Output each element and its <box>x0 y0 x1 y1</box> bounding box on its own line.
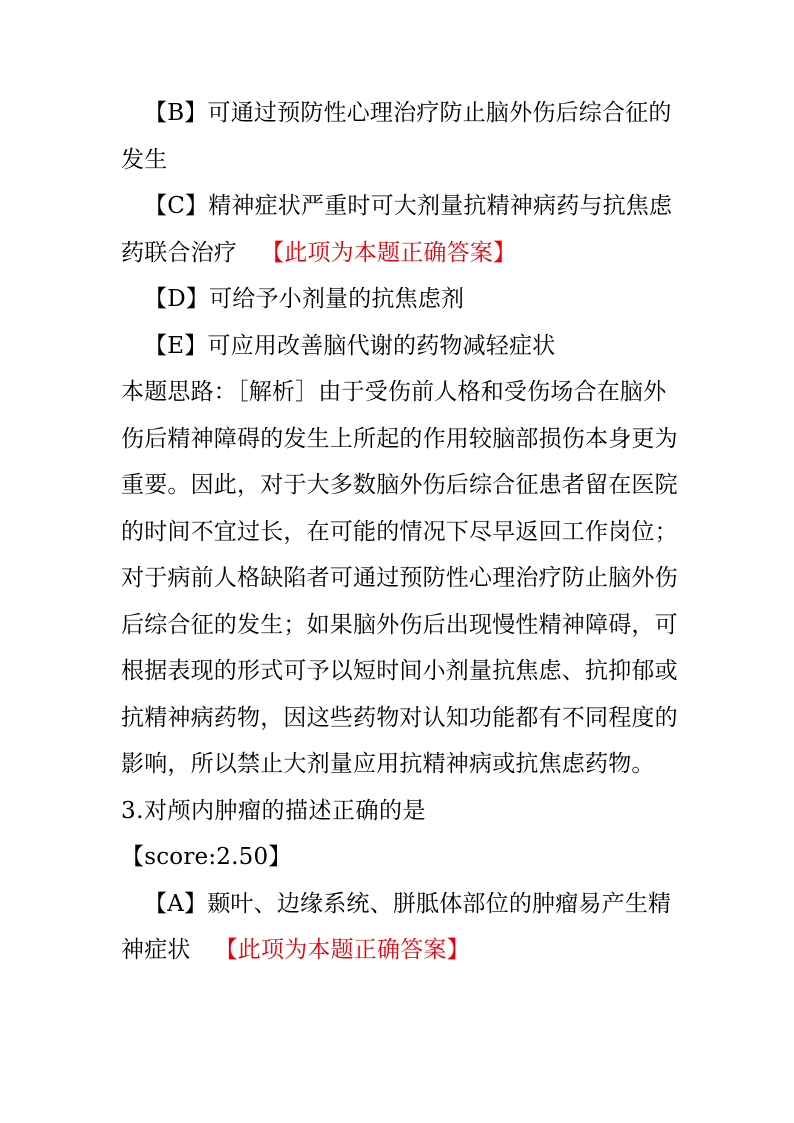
option-b <box>121 90 681 183</box>
option-a <box>121 881 681 974</box>
option-label: 【D】 <box>144 286 210 312</box>
option-d <box>121 276 681 323</box>
question-score: 【score:2.50】 <box>121 844 292 870</box>
option-e <box>121 323 681 370</box>
option-label: 【A】 <box>144 890 208 917</box>
correct-answer-mark: 【此项为本题正确答案】 <box>214 937 470 963</box>
option-text: 可应用改善脑代谢的药物减轻症状 <box>207 332 556 359</box>
option-c <box>121 183 681 276</box>
question-number: 3. <box>121 797 144 824</box>
option-text: 精神症状严重时可大剂量抗精神病药与抗焦虑药联合治疗 <box>121 193 673 266</box>
correct-answer-mark: 【此项为本题正确答案】 <box>261 239 517 266</box>
question-3-stem <box>121 788 681 835</box>
analysis-text: ［解析］由于受伤前人格和受伤场合在脑外伤后精神障碍的发生上所起的作用较脑部损伤本身更为重要。因此，对于大多数脑外伤后综合征患者留在医院的时间不宜过长，在可能的情况下尽早返回工作岗位；对于病前人格缺陷者可通过预防性心理治疗防止脑外伤后综合征的发生；如果脑外伤后出现慢性精神障碍，可根据表现的形式可予以短时间小剂量抗焦虑、抗抑郁或抗精神病药物，因这些药物对认知功能都有不同程度的影响，所以禁止大剂量应用抗精神病或抗焦虑药物。 <box>121 379 678 777</box>
option-label: 【E】 <box>144 332 208 359</box>
analysis-paragraph <box>121 369 681 788</box>
option-text: 颞叶、边缘系统、胼胝体部位的肿瘤易产生精神症状 <box>121 890 672 963</box>
question-text: 对颅内肿瘤的描述正确的是 <box>143 797 426 824</box>
option-text: 可给予小剂量的抗焦虑剂 <box>209 286 465 312</box>
document-page <box>121 90 681 974</box>
option-label: 【C】 <box>144 193 209 219</box>
analysis-prefix: 本题思路： <box>121 379 237 405</box>
option-label: 【B】 <box>144 100 208 126</box>
option-text: 可通过预防性心理治疗防止脑外伤后综合征的发生 <box>121 100 672 173</box>
